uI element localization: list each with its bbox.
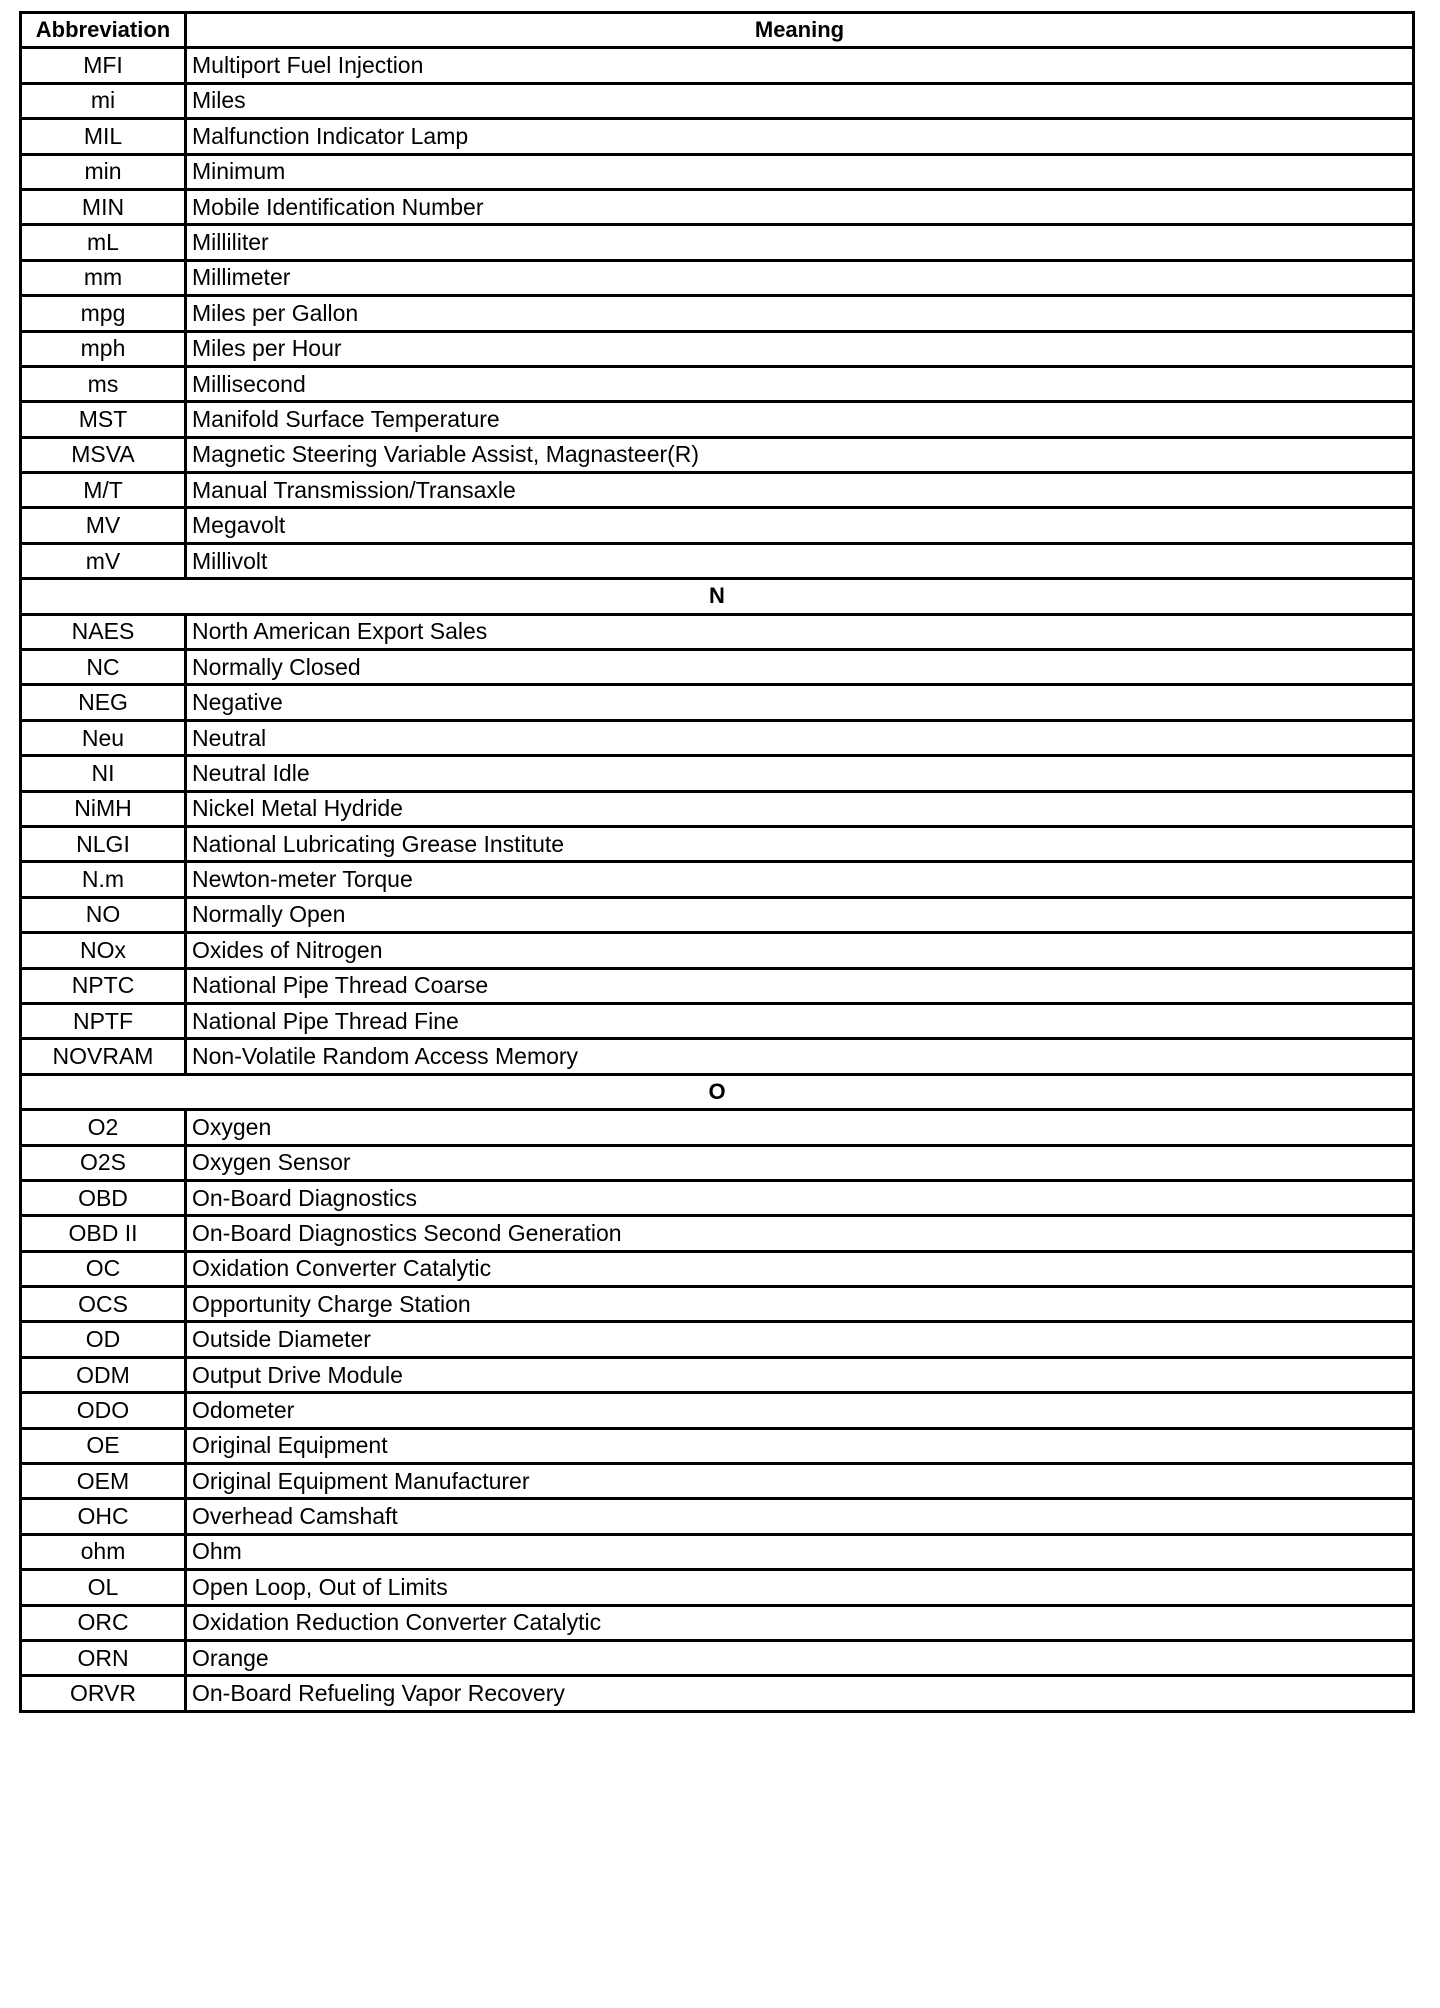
- abbreviation-cell: NPTC: [21, 968, 186, 1003]
- meaning-cell: Ohm: [186, 1534, 1414, 1569]
- meaning-cell: Non-Volatile Random Access Memory: [186, 1039, 1414, 1074]
- meaning-cell: Oxygen Sensor: [186, 1145, 1414, 1180]
- section-letter: N: [21, 579, 1414, 614]
- table-row: [21, 154, 1414, 189]
- table-row: [21, 260, 1414, 295]
- meaning-cell: Oxidation Reduction Converter Catalytic: [186, 1605, 1414, 1640]
- meaning-cell: Neutral: [186, 720, 1414, 755]
- meaning-cell: Nickel Metal Hydride: [186, 791, 1414, 826]
- abbreviation-cell: ODO: [21, 1393, 186, 1428]
- meaning-cell: Millivolt: [186, 543, 1414, 578]
- meaning-cell: Negative: [186, 685, 1414, 720]
- meaning-cell: Odometer: [186, 1393, 1414, 1428]
- abbreviation-cell: NiMH: [21, 791, 186, 826]
- section-letter: O: [21, 1074, 1414, 1109]
- section-header-row: [21, 579, 1414, 614]
- abbreviation-cell: OL: [21, 1570, 186, 1605]
- abbreviation-cell: NI: [21, 756, 186, 791]
- table-row: [21, 1499, 1414, 1534]
- abbreviation-cell: MIN: [21, 189, 186, 224]
- meaning-cell: Output Drive Module: [186, 1357, 1414, 1392]
- meaning-cell: Orange: [186, 1640, 1414, 1675]
- table-row: [21, 1570, 1414, 1605]
- table-row: [21, 437, 1414, 472]
- meaning-cell: National Pipe Thread Fine: [186, 1003, 1414, 1038]
- abbreviation-cell: OE: [21, 1428, 186, 1463]
- abbreviation-cell: ORN: [21, 1640, 186, 1675]
- table-row: [21, 1180, 1414, 1215]
- table-row: [21, 119, 1414, 154]
- table-row: [21, 402, 1414, 437]
- table-row: [21, 1464, 1414, 1499]
- abbreviation-column-header: Abbreviation: [21, 13, 186, 48]
- abbreviation-cell: NO: [21, 897, 186, 932]
- meaning-cell: Original Equipment Manufacturer: [186, 1464, 1414, 1499]
- abbreviation-cell: NAES: [21, 614, 186, 649]
- meaning-cell: On-Board Refueling Vapor Recovery: [186, 1676, 1414, 1711]
- meaning-cell: Oxidation Converter Catalytic: [186, 1251, 1414, 1286]
- abbreviation-cell: mpg: [21, 296, 186, 331]
- table-row: [21, 1216, 1414, 1251]
- table-row: [21, 1393, 1414, 1428]
- abbreviation-cell: mph: [21, 331, 186, 366]
- abbreviation-cell: NLGI: [21, 826, 186, 861]
- table-row: [21, 1322, 1414, 1357]
- table-row: [21, 1640, 1414, 1675]
- table-row: [21, 685, 1414, 720]
- table-body: [21, 48, 1414, 1711]
- table-row: [21, 1676, 1414, 1711]
- meaning-cell: Opportunity Charge Station: [186, 1287, 1414, 1322]
- table-row: [21, 968, 1414, 1003]
- table-row: [21, 1534, 1414, 1569]
- table-row: [21, 543, 1414, 578]
- document-page: [19, 11, 1412, 1713]
- abbreviation-cell: mi: [21, 83, 186, 118]
- abbreviation-cell: MV: [21, 508, 186, 543]
- abbreviation-cell: ORC: [21, 1605, 186, 1640]
- table-row: [21, 862, 1414, 897]
- abbreviation-cell: N.m: [21, 862, 186, 897]
- meaning-cell: Milliliter: [186, 225, 1414, 260]
- abbreviation-cell: ohm: [21, 1534, 186, 1569]
- meaning-cell: Normally Open: [186, 897, 1414, 932]
- table-row: [21, 1110, 1414, 1145]
- meaning-cell: Neutral Idle: [186, 756, 1414, 791]
- meaning-cell: Original Equipment: [186, 1428, 1414, 1463]
- section-header-row: [21, 1074, 1414, 1109]
- table-row: [21, 1357, 1414, 1392]
- abbreviation-cell: O2: [21, 1110, 186, 1145]
- meaning-cell: Oxides of Nitrogen: [186, 933, 1414, 968]
- table-row: [21, 1003, 1414, 1038]
- meaning-cell: Oxygen: [186, 1110, 1414, 1145]
- abbreviation-cell: OEM: [21, 1464, 186, 1499]
- meaning-cell: Millimeter: [186, 260, 1414, 295]
- table-row: [21, 1428, 1414, 1463]
- meaning-cell: Newton-meter Torque: [186, 862, 1414, 897]
- abbreviation-cell: M/T: [21, 473, 186, 508]
- table-row: [21, 331, 1414, 366]
- abbreviation-cell: NC: [21, 650, 186, 685]
- meaning-cell: Malfunction Indicator Lamp: [186, 119, 1414, 154]
- abbreviation-cell: mV: [21, 543, 186, 578]
- table-row: [21, 189, 1414, 224]
- table-row: [21, 756, 1414, 791]
- table-row: [21, 1605, 1414, 1640]
- table-row: [21, 366, 1414, 401]
- abbreviation-cell: OBD II: [21, 1216, 186, 1251]
- abbreviation-cell: MST: [21, 402, 186, 437]
- table-row: [21, 650, 1414, 685]
- table-row: [21, 508, 1414, 543]
- abbreviation-table: [19, 11, 1415, 1713]
- table-row: [21, 933, 1414, 968]
- table-row: [21, 897, 1414, 932]
- abbreviation-cell: OCS: [21, 1287, 186, 1322]
- meaning-cell: Outside Diameter: [186, 1322, 1414, 1357]
- abbreviation-cell: MIL: [21, 119, 186, 154]
- abbreviation-cell: ms: [21, 366, 186, 401]
- abbreviation-cell: min: [21, 154, 186, 189]
- meaning-cell: On-Board Diagnostics: [186, 1180, 1414, 1215]
- table-row: [21, 1145, 1414, 1180]
- abbreviation-cell: OC: [21, 1251, 186, 1286]
- abbreviation-cell: NEG: [21, 685, 186, 720]
- meaning-cell: Manifold Surface Temperature: [186, 402, 1414, 437]
- abbreviation-cell: NOVRAM: [21, 1039, 186, 1074]
- abbreviation-cell: ODM: [21, 1357, 186, 1392]
- abbreviation-cell: MFI: [21, 48, 186, 83]
- meaning-cell: Millisecond: [186, 366, 1414, 401]
- meaning-cell: Megavolt: [186, 508, 1414, 543]
- meaning-cell: Miles per Hour: [186, 331, 1414, 366]
- table-row: [21, 826, 1414, 861]
- meaning-cell: Normally Closed: [186, 650, 1414, 685]
- meaning-cell: National Lubricating Grease Institute: [186, 826, 1414, 861]
- abbreviation-cell: mL: [21, 225, 186, 260]
- table-row: [21, 473, 1414, 508]
- table-row: [21, 614, 1414, 649]
- abbreviation-cell: mm: [21, 260, 186, 295]
- abbreviation-cell: NPTF: [21, 1003, 186, 1038]
- meaning-cell: Magnetic Steering Variable Assist, Magnasteer(R): [186, 437, 1414, 472]
- table-header-row: [21, 13, 1414, 48]
- table-row: [21, 791, 1414, 826]
- table-row: [21, 1251, 1414, 1286]
- meaning-cell: Mobile Identification Number: [186, 189, 1414, 224]
- meaning-cell: Multiport Fuel Injection: [186, 48, 1414, 83]
- table-row: [21, 296, 1414, 331]
- meaning-cell: North American Export Sales: [186, 614, 1414, 649]
- meaning-cell: Minimum: [186, 154, 1414, 189]
- meaning-cell: Miles per Gallon: [186, 296, 1414, 331]
- meaning-cell: On-Board Diagnostics Second Generation: [186, 1216, 1414, 1251]
- abbreviation-cell: NOx: [21, 933, 186, 968]
- table-row: [21, 225, 1414, 260]
- meaning-cell: Miles: [186, 83, 1414, 118]
- table-row: [21, 1039, 1414, 1074]
- meaning-cell: National Pipe Thread Coarse: [186, 968, 1414, 1003]
- meaning-cell: Manual Transmission/Transaxle: [186, 473, 1414, 508]
- meaning-cell: Overhead Camshaft: [186, 1499, 1414, 1534]
- abbreviation-cell: OD: [21, 1322, 186, 1357]
- table-row: [21, 83, 1414, 118]
- meaning-column-header: Meaning: [186, 13, 1414, 48]
- abbreviation-cell: OHC: [21, 1499, 186, 1534]
- table-row: [21, 720, 1414, 755]
- abbreviation-cell: OBD: [21, 1180, 186, 1215]
- abbreviation-cell: O2S: [21, 1145, 186, 1180]
- meaning-cell: Open Loop, Out of Limits: [186, 1570, 1414, 1605]
- table-row: [21, 1287, 1414, 1322]
- abbreviation-cell: Neu: [21, 720, 186, 755]
- abbreviation-cell: ORVR: [21, 1676, 186, 1711]
- abbreviation-cell: MSVA: [21, 437, 186, 472]
- table-row: [21, 48, 1414, 83]
